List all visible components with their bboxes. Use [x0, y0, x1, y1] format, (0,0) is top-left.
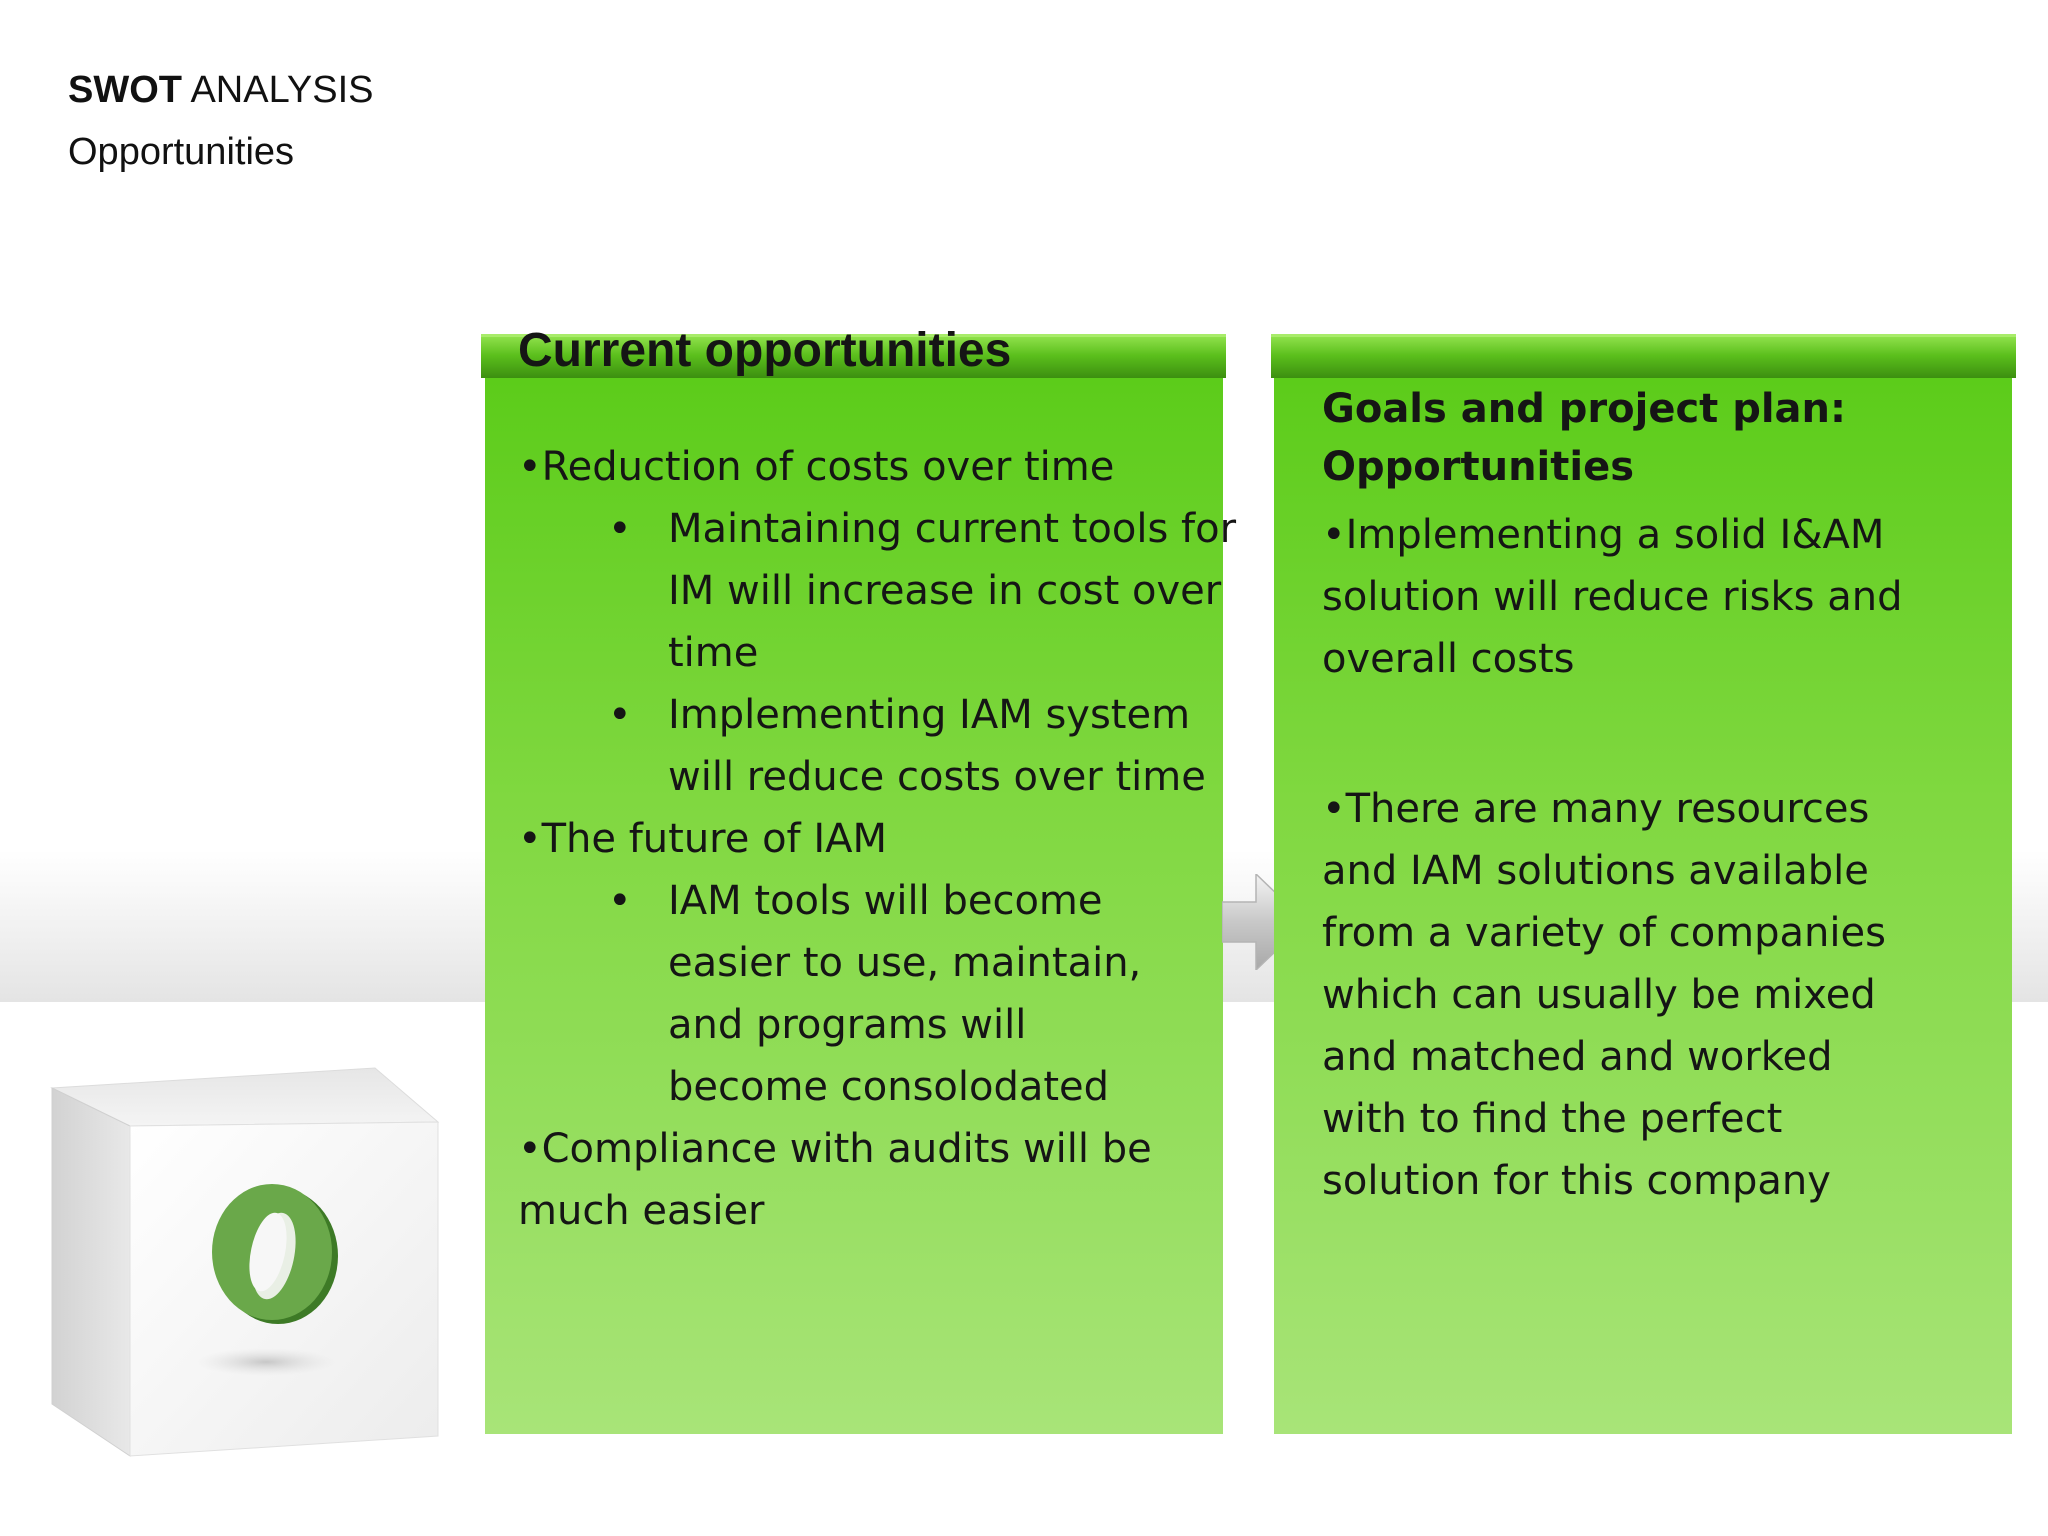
goals-header-bar: [1271, 334, 2016, 378]
current-opportunities-heading: Current opportunities: [518, 324, 1012, 377]
bullet-icon: •: [608, 692, 632, 738]
goals-heading-line1: Goals and project plan:: [1322, 386, 1847, 432]
goals-heading-line2: Opportunities: [1322, 444, 1635, 490]
list-item: •Compliance with audits will be much easier: [518, 1126, 1152, 1234]
list-sub-item: [518, 870, 1158, 1118]
bullet-icon: •: [608, 878, 632, 924]
current-opportunities-list: [518, 436, 1238, 1242]
list-sub-item-text: Maintaining current tools for IM will increase in cost over time: [668, 506, 1237, 676]
slide-title: [68, 66, 374, 114]
list-sub-item: [518, 684, 1248, 808]
goals-paragraph: •There are many resources and IAM solutions available from a variety of companies which can usually be mixed and matched and worked with to find the perfect solution for this company: [1322, 786, 1886, 1204]
slide-title-bold: SWOT: [68, 69, 182, 111]
list-sub-item: [518, 498, 1238, 684]
goals-project-plan-content: [1322, 380, 2012, 1212]
slide-subtitle: Opportunities: [68, 131, 295, 173]
goals-heading: [1322, 380, 2012, 496]
goals-paragraph: •Implementing a solid I&AM solution will reduce risks and overall costs: [1322, 512, 1903, 682]
bullet-icon: •: [608, 506, 632, 552]
swot-o-cube: [50, 1060, 442, 1460]
list-sub-item-text: Implementing IAM system will reduce costs over time: [668, 692, 1206, 800]
list-item: •The future of IAM: [518, 816, 888, 862]
slide-title-rest: ANALYSIS: [190, 69, 374, 111]
paragraph-spacer: [1322, 690, 2012, 778]
list-sub-item-text: IAM tools will become easier to use, maintain, and programs will become consolodated: [668, 878, 1142, 1110]
list-item: •Reduction of costs over time: [518, 444, 1115, 490]
